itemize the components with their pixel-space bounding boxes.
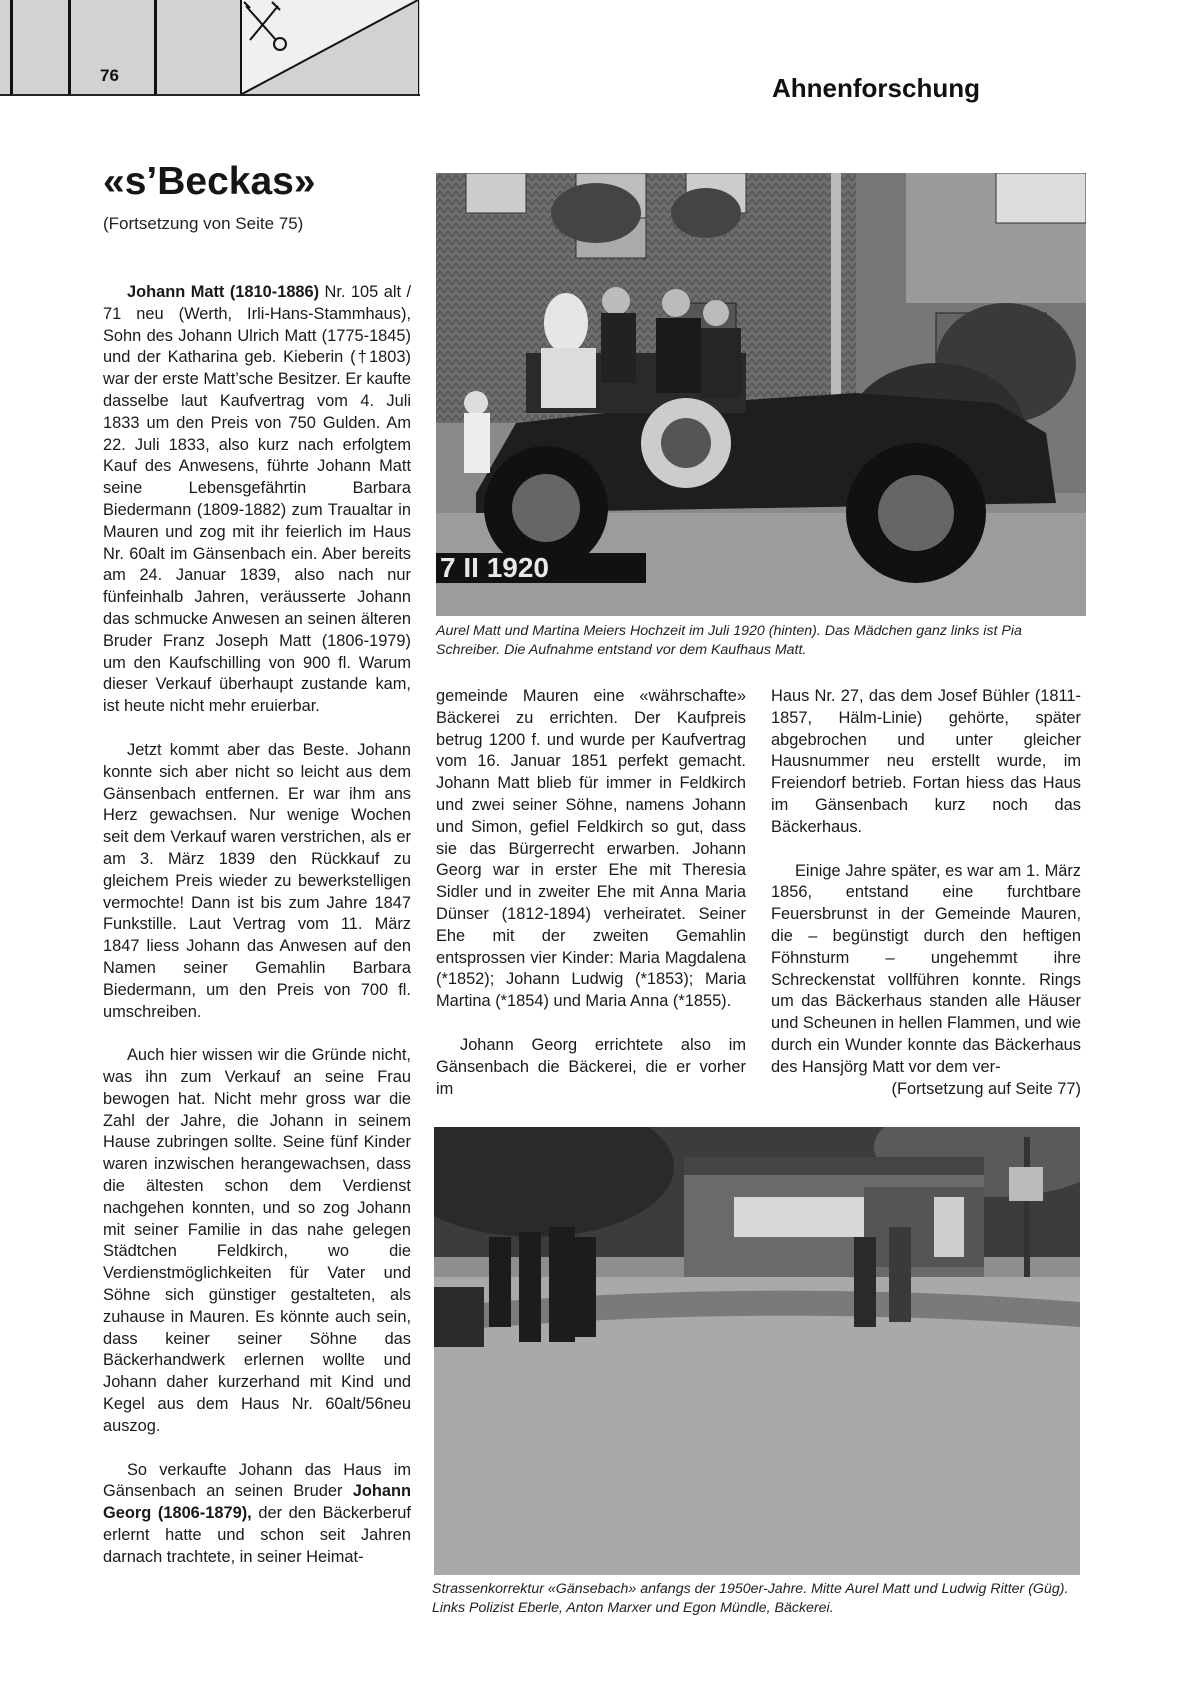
article-title: «s’Beckas» — [103, 160, 316, 203]
wedding-photo — [436, 173, 1086, 616]
continued-note: (Fortsetzung auf Seite 77) — [891, 1079, 1081, 1098]
text-column-2 — [436, 686, 746, 1122]
page-number: 76 — [100, 66, 119, 85]
paragraph-text: der den Bäckerberuf erlernt hatte und schon seit Jahren darnach trachtete, in seiner Heimat- — [103, 1504, 411, 1566]
section-title: Ahnenforschung — [772, 73, 980, 103]
street-photo-caption: Strassenkorrektur «Gänsebach» anfangs der 1950er-Jahre. Mitte Aurel Matt und Ludwig Ritter (Güg). Links Polizist Eberle, Anton Marxer und Egon Mündle, Bäckerei. — [432, 1581, 1069, 1616]
header-band — [0, 0, 420, 96]
paragraph-text: Nr. 105 alt / 71 neu (Werth, Irli-Hans-Stammhaus), Sohn des Johann Ulrich Matt (1775-1845) und der Katharina geb. Kieberin (†1803) war der erste Matt’sche Besitzer. Er kaufte dasselbe laut Kaufvertrag vom 4. Juli 1833 um den Preis von 750 Gulden. Am 22. Juli 1833, also kurz nach erfolgtem Kauf des Anwesens, führte Johann Matt seine Lebensgefährtin Barbara Biedermann (1809-1882) zum Traualtar in Mauren und zog mit ihr feierlich im Haus Nr. 60alt im Gänsenbach ein. Aber bereits am 24. Januar 1839, also nach nur fünfeinhalb Jahren, veräusserte Johann das schmucke Anwesen an seinen älteren Bruder Franz Joseph Matt (1806-1979) um den Kaufschilling von 900 fl. Warum dieser Verkauf überhaupt zustande kam, ist heute nicht mehr eruierbar. — [103, 283, 411, 716]
paragraph-text: So verkaufte Johann das Haus im Gänsenbach an seinen Bruder — [103, 1460, 411, 1501]
wedding-photo-caption: Aurel Matt und Martina Meiers Hochzeit im Juli 1920 (hinten). Das Mädchen ganz links ist Pia Schreiber. Die Aufnahme entstand vor dem Kaufhaus Matt. — [436, 623, 1022, 658]
person-name: Johann Matt (1810-1886) — [127, 283, 320, 301]
paragraph: Auch hier wissen wir die Gründe nicht, was ihn zum Verkauf an seine Frau bewogen hat. Nicht mehr gross war die Zahl der Jahre, die Johann in seinem Hause zubringen sollte. Seine fünf Kinder waren inzwischen herangewachsen, dass die ältesten schon dem Verdienst nachgehen konnten, und so zog Johann mit seiner Familie in das nahe gelegen Städtchen Feldkirch, wo die Verdienstmöglichkeiten für Vater und Söhne sich günstiger gestalteten, als zuhause in Mauren. Es könnte auch sein, dass keiner seiner Söhne das Bäckerhandwerk erlernen wollte und Johann daher kurzerhand mit Kind und Kegel aus dem Haus Nr. 60alt/56neu auszog. — [103, 1046, 411, 1435]
article-subtitle: (Fortsetzung von Seite 75) — [103, 214, 304, 233]
street-photo — [434, 1127, 1080, 1575]
photo-plate-text: 7 II 1920 — [440, 552, 549, 583]
wedding-photo-image — [436, 173, 1086, 616]
paragraph: Einige Jahre später, es war am 1. März 1856, entstand eine furchtbare Feuersbrunst in der Gemeinde Mauren, die – begünstigt durch den heftigen Föhnsturm – ungehemmt ihre Schreckenstat vollführen konnte. Rings um das Bäckerhaus standen alle Häuser und Scheunen in hellen Flammen, und wie durch ein Wunder konnte das Bäckerhaus des Hansjörg Matt vor dem ver- — [771, 861, 1081, 1076]
paragraph: Haus Nr. 27, das dem Josef Bühler (1811-1857, Hälm-Linie) gehörte, später abgebrochen und unter gleicher Hausnummer neu erstellt wurde, im Freiendorf betrieb. Fortan hiess das Haus im Gänsenbach kurz noch das Bäckerhaus. — [771, 687, 1081, 836]
text-column-1 — [103, 282, 411, 1591]
person-name: Johann Georg (1806-1879), — [103, 1482, 411, 1523]
paragraph: Johann Georg errichtete also im Gänsenbach die Bäckerei, die er vorher im — [436, 1035, 746, 1098]
paragraph: Jetzt kommt aber das Beste. Johann konnte sich aber nicht so leicht aus dem Gänsenbach entfernen. Er war ihm ans Herz gewachsen. Nur wenige Wochen seit dem Verkauf waren verstrichen, als er am 3. März 1839 den Rückkauf zu gleichem Preis wieder zu bewerkstelligen vermochte! Dann ist bis zum Jahre 1847 Funkstille. Laut Vertrag vom 11. März 1847 liess Johann das Anwesen auf den Namen seiner Gemahlin Barbara Biedermann, um den Preis von 700 fl. umschreiben. — [103, 740, 411, 1021]
header-triangle-icon — [242, 0, 418, 94]
paragraph: gemeinde Mauren eine «währschafte» Bäckerei zu errichten. Der Kaufpreis betrug 1200 f. und wurde per Kaufvertrag vom 16. Januar 1851 perfekt gemacht. Johann Matt blieb für immer in Feldkirch und zwei seiner Söhne, namens Johann und Simon, gefiel Feldkirch so gut, dass sie das Bürgerrecht erwarben. Johann Georg war in erster Ehe mit Theresia Sidler und in zweiter Ehe mit Anna Maria Dünser (1812-1894) verheiratet. Seiner Ehe mit der zweiten Gemahlin entsprossen vier Kinder: Maria Magdalena (*1852); Johann Ludwig (*1853); Maria Martina (*1854) und Maria Anna (*1855). — [436, 687, 746, 1011]
paragraph — [103, 1460, 411, 1569]
paragraph — [103, 282, 411, 718]
header-band-stripe — [154, 0, 243, 94]
text-column-3 — [771, 686, 1081, 1100]
header-band-stripe — [10, 0, 71, 94]
street-photo-image — [434, 1127, 1080, 1575]
